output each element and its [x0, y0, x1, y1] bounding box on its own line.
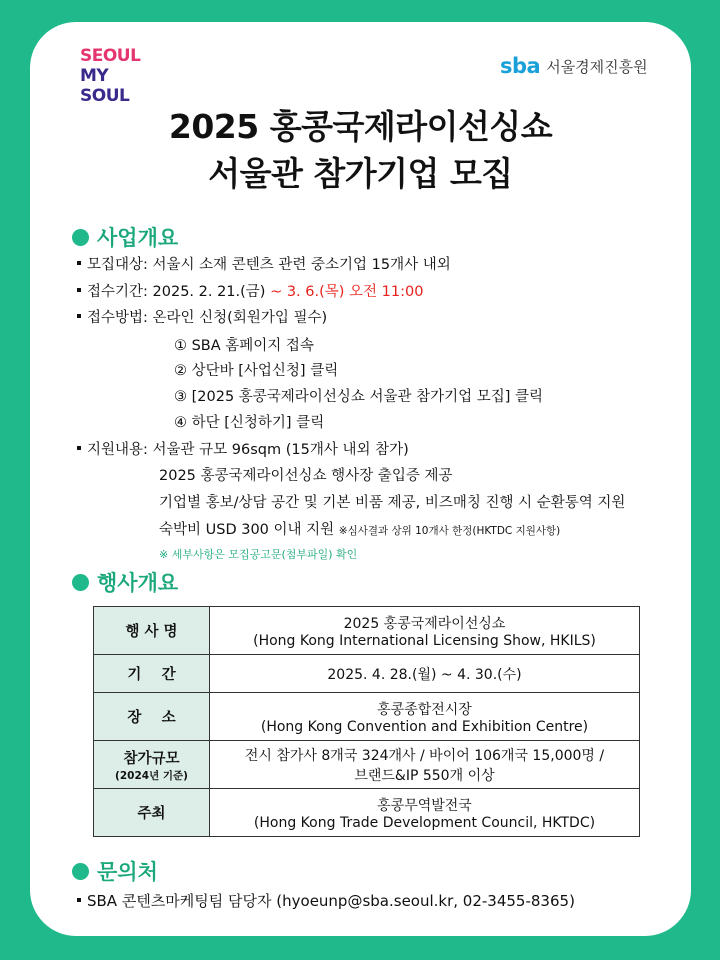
square-bullet-icon: [77, 288, 81, 292]
row-value: [210, 655, 640, 693]
row-value: [210, 789, 640, 837]
row-value: [210, 741, 640, 789]
event-heading: [72, 567, 178, 597]
period-deadline: ~ 3. 6.(목) 오전 11:00: [265, 284, 424, 300]
overview-method-text: 접수방법: 온라인 신청(회원가입 필수): [87, 310, 328, 326]
table-row: [94, 607, 640, 655]
contact-heading-label: 문의처: [97, 860, 158, 884]
table-row: [94, 741, 640, 789]
row-value-line1: 2025. 4. 28.(월) ~ 4. 30.(수): [327, 666, 522, 683]
row-sublabel: (2024년 기준): [115, 769, 188, 782]
row-label-text: 참가규모: [123, 750, 180, 767]
table-row: [94, 789, 640, 837]
title-line1: 2025 홍콩국제라이선싱쇼: [168, 107, 553, 146]
support-item-3-text: 숙박비 USD 300 이내 지원: [159, 522, 335, 538]
seoul-logo-line1: SEOUL: [80, 46, 141, 66]
row-value-line2: (Hong Kong Convention and Exhibition Centre): [260, 718, 589, 735]
row-value-line2: (Hong Kong Trade Development Council, HKTDC): [253, 814, 596, 831]
row-label: 주최: [94, 789, 210, 837]
row-value-line2: (Hong Kong International Licensing Show, HKILS): [253, 632, 596, 649]
title-line2: 서울관 참가기업 모집: [208, 154, 513, 193]
row-value-line1: 홍콩무역발전국: [377, 797, 472, 814]
row-value: [210, 693, 640, 741]
sba-name: 서울경제진흥원: [546, 57, 648, 76]
table-row: [94, 693, 640, 741]
step-4: ④ 하단 [신청하기] 클릭: [174, 415, 325, 431]
overview-target: [77, 253, 451, 274]
row-label: [94, 741, 210, 789]
sba-logo: [500, 54, 648, 78]
support-item-1: 2025 홍콩국제라이선싱쇼 행사장 출입증 제공: [159, 468, 453, 484]
row-label: 기 간: [94, 655, 210, 693]
contact-text: SBA 콘텐츠마케팅팀 담당자 (hyoeunp@sba.seoul.kr, 02-3455-8365): [87, 892, 575, 910]
row-value-line1: 홍콩종합전시장: [377, 701, 472, 718]
overview-target-text: 모집대상: 서울시 소재 콘텐츠 관련 중소기업 15개사 내외: [87, 257, 451, 273]
event-heading-label: 행사개요: [97, 571, 179, 595]
row-value: [210, 607, 640, 655]
table-row: [94, 655, 640, 693]
seoul-my-soul-logo: [80, 46, 142, 106]
period-start: 접수기간: 2025. 2. 21.(금): [87, 284, 266, 300]
overview-period: [77, 280, 423, 301]
row-value-line1: 전시 참가사 8개국 324개사 / 바이어 106개국 15,000명 /: [244, 747, 605, 764]
overview-heading: [72, 222, 178, 252]
bullet-dot-icon: [72, 229, 89, 246]
row-label: 장 소: [94, 693, 210, 741]
event-table: [93, 606, 640, 837]
square-bullet-icon: [77, 314, 81, 318]
step-2: ② 상단바 [사업신청] 클릭: [174, 363, 339, 379]
row-value-line1: 2025 홍콩국제라이선싱쇼: [343, 615, 506, 632]
contact-line: [77, 890, 575, 911]
row-value-line2: 브랜드&IP 550개 이상: [354, 767, 495, 784]
support-note: ※심사결과 상위 10개사 한정(HKTDC 지원사항): [338, 525, 561, 537]
detail-note: ※ 세부사항은 모집공고문(첨부파일) 확인: [159, 548, 358, 561]
bullet-dot-icon: [72, 574, 89, 591]
step-3: ③ [2025 홍콩국제라이선싱쇼 서울관 참가기업 모집] 클릭: [174, 389, 544, 405]
step-1: ① SBA 홈페이지 접속: [174, 338, 314, 354]
support-item-3: [159, 518, 560, 539]
square-bullet-icon: [77, 898, 81, 902]
square-bullet-icon: [77, 446, 81, 450]
contact-heading: [72, 856, 158, 886]
overview-method: [77, 306, 327, 327]
overview-support: [77, 438, 409, 459]
seoul-logo-line2: MY SOUL: [80, 66, 130, 106]
overview-support-text: 지원내용: 서울관 규모 96sqm (15개사 내외 참가): [87, 442, 409, 458]
square-bullet-icon: [77, 261, 81, 265]
bullet-dot-icon: [72, 863, 89, 880]
overview-heading-label: 사업개요: [97, 226, 179, 250]
support-item-2: 기업별 홍보/상담 공간 및 기본 비품 제공, 비즈매칭 진행 시 순환통역 지원: [159, 495, 626, 511]
sba-mark: sba: [500, 54, 541, 78]
row-label: 행 사 명: [94, 607, 210, 655]
